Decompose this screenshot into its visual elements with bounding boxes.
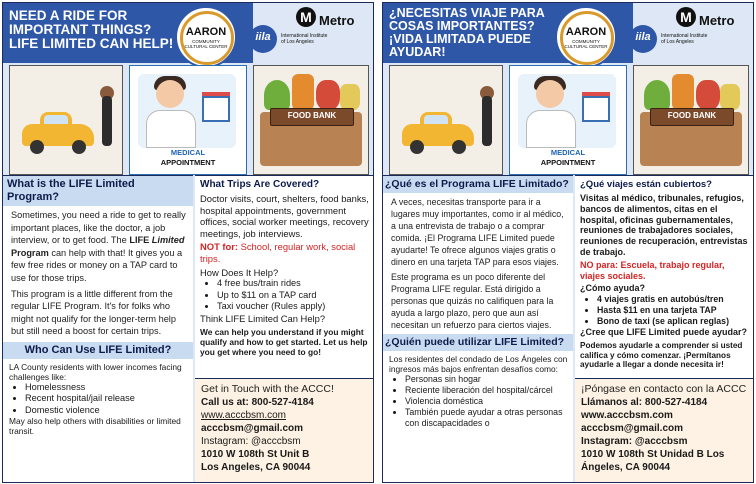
banner-line: LIFE LIMITED CAN HELP! bbox=[9, 36, 174, 51]
address-line: 1010 W 108th St Unit B bbox=[201, 449, 310, 460]
list-item: • Recent hospital/jail release bbox=[25, 393, 193, 405]
medical-appointment-illustration bbox=[129, 65, 247, 175]
list-item: • 4 free bus/train rides bbox=[217, 278, 373, 290]
logo-ring bbox=[180, 11, 234, 65]
trips-heading: ¿Qué viajes están cubiertos? bbox=[580, 179, 712, 190]
taxi-illustration bbox=[389, 65, 503, 175]
iila-org-name bbox=[661, 33, 751, 45]
instagram-handle: Instagram: @acccbsm bbox=[201, 436, 301, 447]
taxi-illustration bbox=[9, 65, 123, 175]
banner-line: IMPORTANT THINGS? bbox=[9, 22, 152, 37]
what-is-heading: ¿Qué es el Programa LIFE Limitado? bbox=[383, 176, 573, 193]
doctor-coat bbox=[146, 110, 196, 148]
not-for-line: NO para: Escuela, trabajo regular, viajes sociales. bbox=[580, 259, 725, 281]
not-for-text: School, regular work, social trips. bbox=[200, 241, 356, 264]
text: can help with that! It gives you a few free rides or money on a TAP card to use for those trips. bbox=[11, 247, 183, 283]
iila-org-name bbox=[281, 33, 371, 45]
person-figure bbox=[482, 96, 492, 146]
aaron-logo bbox=[555, 6, 617, 68]
text-bold: LIFE bbox=[129, 235, 152, 246]
banner-line: ¿NECESITAS VIAJE PARA bbox=[389, 6, 545, 20]
iila-logo-text: iila bbox=[255, 31, 271, 43]
who-paragraph: Los residentes del condado de Los Ángeles con ingresos más bajos enfrentan desafíos como: bbox=[389, 354, 568, 374]
person-figure bbox=[102, 96, 112, 146]
contact-box bbox=[195, 378, 373, 483]
what-is-heading: What is the LIFE Limited Program? bbox=[3, 176, 193, 206]
produce-shape bbox=[340, 84, 360, 110]
right-column bbox=[195, 175, 373, 483]
how-list bbox=[195, 278, 373, 313]
logo-subline: CULTURAL CENTER bbox=[184, 44, 228, 49]
who-paragraph: LA County residents with lower incomes facing challenges like: bbox=[9, 361, 182, 382]
address-line: 1010 W 108th St Unidad B Los bbox=[581, 449, 725, 460]
list-item: • Domestic violence bbox=[25, 405, 193, 417]
what-is-paragraph-1 bbox=[3, 206, 193, 285]
what-is-paragraph-1: A veces, necesitas transporte para ir a lugares muy importantes, como ir al médico, a una entrevista de trabajo o a comprar comida. ¡El Programa LIFE Limited puede ayudarte! Te ofrece algunos viajes gratis o dinero en una tarjeta TAP para esos viajes. bbox=[391, 197, 564, 267]
doctor-head bbox=[156, 80, 184, 108]
how-heading: ¿Cómo ayuda? bbox=[580, 283, 646, 294]
medical-appointment-illustration bbox=[509, 65, 627, 175]
doctor-head bbox=[536, 80, 564, 108]
help-paragraph: We can help you understand if you might qualify and how to get started. Let us help you get where you need to go! bbox=[200, 327, 368, 358]
list-item: • Hasta $11 en una tarjeta TAP bbox=[597, 305, 753, 316]
list-item: • Up to $11 on a TAP card bbox=[217, 290, 373, 302]
contact-box bbox=[575, 378, 753, 483]
list-item: • Bono de taxi (se aplican reglas) bbox=[597, 316, 753, 327]
produce-shape bbox=[720, 84, 740, 110]
email-link[interactable]: acccbsm@gmail.com bbox=[581, 423, 684, 434]
contact-heading: Get in Touch with the ACCC! bbox=[201, 383, 334, 395]
trips-paragraph: Doctor visits, court, shelters, food banks, hospital appointments, government offices, social worker meetings, recovery meetings, job interviews. bbox=[200, 193, 369, 239]
doctor-coat bbox=[526, 110, 576, 148]
trips-paragraph: Visitas al médico, tribunales, refugios, bancos de alimentos, citas en el hospital, oficinas gubernamentales, reuniones de trabajadores sociales, reuniones de recuperación, entrevistas de trabajo. bbox=[580, 193, 748, 257]
banner-line: ¡VIDA LIMITADA PUEDE bbox=[389, 32, 531, 46]
instagram-handle: Instagram: @acccbsm bbox=[581, 436, 688, 447]
food-bank-sign bbox=[270, 108, 354, 126]
not-for-label: NOT for: bbox=[200, 241, 239, 253]
email-link[interactable]: acccbsm@gmail.com bbox=[201, 423, 304, 434]
logo-subline: COMMUNITY bbox=[572, 39, 600, 44]
list-item: • También puede ayudar a otras personas con discapacidades o bbox=[405, 407, 573, 429]
list-item: • 4 viajes gratis en autobús/tren bbox=[597, 294, 753, 305]
contact-heading: ¡Póngase en contacto con la ACCC bbox=[581, 383, 747, 395]
taxi-wheel bbox=[72, 140, 86, 154]
list-item: • Violencia doméstica bbox=[405, 396, 573, 407]
produce-shape bbox=[672, 74, 694, 110]
phone-link[interactable]: Llámanos al: 800-527-4184 bbox=[581, 397, 708, 408]
who-can-use-heading: ¿Quién puede utilizar LIFE Limited? bbox=[383, 334, 573, 351]
iila-logo-text: iila bbox=[635, 31, 651, 43]
med-line: APPOINTMENT bbox=[540, 158, 596, 167]
produce-shape bbox=[264, 80, 290, 110]
taxi-wheel bbox=[30, 140, 44, 154]
flyer-english bbox=[2, 2, 374, 483]
med-line: APPOINTMENT bbox=[160, 158, 216, 167]
list-item: • Personas sin hogar bbox=[405, 374, 573, 385]
food-bank-illustration bbox=[633, 65, 749, 175]
iila-logo bbox=[629, 25, 657, 53]
medical-appointment-label bbox=[510, 148, 626, 168]
calendar-icon bbox=[582, 96, 610, 122]
think-line: ¿Cree que LIFE Limited puede ayudar? bbox=[580, 327, 748, 338]
iila-line: International Institute bbox=[281, 33, 328, 39]
medical-appointment-label bbox=[130, 148, 246, 168]
iila-line: of Los Angeles bbox=[281, 39, 314, 45]
iila-line: of Los Angeles bbox=[661, 39, 694, 45]
logo-subline: CULTURAL CENTER bbox=[564, 44, 608, 49]
taxi-wheel bbox=[452, 140, 466, 154]
trips-heading: What Trips Are Covered? bbox=[200, 179, 320, 190]
text: Sometimes, you need a ride to get to really important places, like the doctor, a job interview, or to get food. The bbox=[11, 210, 186, 246]
left-column bbox=[383, 175, 573, 483]
illustrations bbox=[3, 65, 373, 175]
right-column bbox=[575, 175, 753, 483]
aaron-logo-subtext bbox=[177, 39, 235, 49]
logo-ring bbox=[560, 11, 614, 65]
how-heading: How Does It Help? bbox=[200, 266, 279, 278]
metro-logo-text: Metro bbox=[319, 13, 355, 28]
address-line: Los Angeles, CA 90044 bbox=[201, 462, 311, 473]
banner-line: AYUDAR! bbox=[389, 45, 446, 59]
who-list bbox=[3, 382, 193, 417]
help-paragraph: Podemos ayudarle a comprender si usted califica y cómo comenzar. ¡Permítanos ayudarle a llegar a donde necesita ir! bbox=[580, 340, 743, 370]
banner-line: COSAS IMPORTANTES? bbox=[389, 19, 535, 33]
address-line: Ángeles, CA 90044 bbox=[581, 462, 671, 473]
text-bold: Program bbox=[11, 247, 49, 258]
phone-link[interactable]: Call us at: 800-527-4184 bbox=[201, 397, 314, 408]
aaron-logo-text: AARON bbox=[185, 26, 227, 38]
website-link[interactable]: www.acccbsm.com bbox=[201, 410, 287, 421]
website-link[interactable]: www.acccbsm.com bbox=[581, 410, 673, 421]
iila-logo bbox=[249, 25, 277, 53]
aaron-logo bbox=[175, 6, 237, 68]
list-item: • Reciente liberación del hospital/cárcel bbox=[405, 385, 573, 396]
how-list bbox=[575, 294, 753, 327]
aaron-logo-text: AARON bbox=[565, 26, 607, 38]
illustrations bbox=[383, 65, 753, 175]
med-line: MEDICAL bbox=[170, 148, 206, 157]
left-column bbox=[3, 175, 193, 483]
think-line: Think LIFE Limited Can Help? bbox=[200, 312, 326, 324]
list-item: • Homelessness bbox=[25, 382, 193, 394]
produce-shape bbox=[292, 74, 314, 110]
calendar-icon bbox=[202, 96, 230, 122]
metro-logo-icon: M bbox=[676, 7, 696, 27]
aaron-logo-subtext bbox=[557, 39, 615, 49]
produce-shape bbox=[316, 80, 340, 110]
metro-logo-icon: M bbox=[296, 7, 316, 27]
metro-logo-text: Metro bbox=[699, 13, 735, 28]
who-can-use-heading: Who Can Use LIFE Limited? bbox=[3, 342, 193, 359]
med-line: MEDICAL bbox=[550, 148, 586, 157]
list-item: • Taxi voucher (Rules apply) bbox=[217, 301, 373, 313]
logo-subline: COMMUNITY bbox=[192, 39, 220, 44]
what-is-paragraph-2: This program is a little different from the regular LIFE Program. It's for folks who might not qualify for the longer-term help but still need a boost for certain trips. bbox=[11, 288, 176, 337]
food-bank-illustration bbox=[253, 65, 369, 175]
food-bank-text: FOOD BANK bbox=[667, 111, 717, 120]
who-list bbox=[383, 374, 573, 429]
banner-line: NEED A RIDE FOR bbox=[9, 8, 128, 23]
flyer-spanish bbox=[382, 2, 754, 483]
what-is-paragraph-2: Este programa es un poco diferente del Programa LIFE regular. Está dirigido a personas que quizás no califiquen para la ayuda a largo plazo, pero que aun así necesitan un refuerzo para ciertos viajes. bbox=[391, 272, 554, 330]
produce-shape bbox=[644, 80, 670, 110]
iila-line: International Institute bbox=[661, 33, 708, 39]
taxi-wheel bbox=[410, 140, 424, 154]
food-bank-text: FOOD BANK bbox=[287, 111, 337, 120]
text-bold-italic: Limited bbox=[151, 235, 185, 246]
who-tail: May also help others with disabilities or limited transit. bbox=[9, 416, 181, 437]
not-for-line bbox=[195, 239, 373, 264]
food-bank-sign bbox=[650, 108, 734, 126]
produce-shape bbox=[696, 80, 720, 110]
